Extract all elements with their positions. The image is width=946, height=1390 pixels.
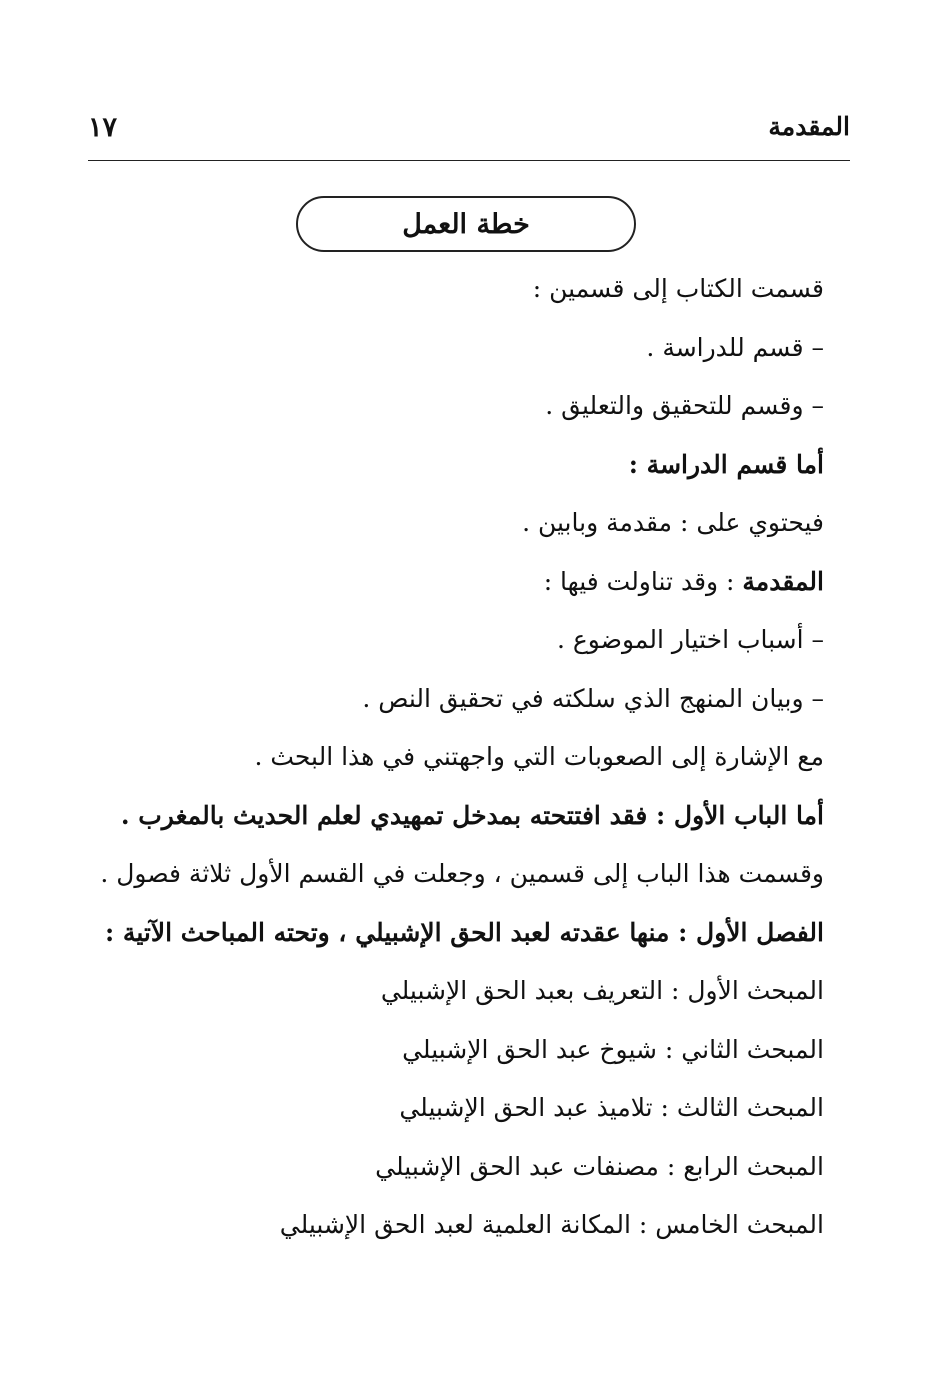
lead-term: المقدمة <box>742 566 824 596</box>
lead-text: : وقد تناولت فيها : <box>543 566 743 596</box>
running-title: المقدمة <box>768 112 850 141</box>
list-item: – أسباب اختيار الموضوع . <box>557 625 824 654</box>
subheading: أما قسم الدراسة : <box>628 449 824 479</box>
bold-paragraph-line: أما الباب الأول : فقد افتتحته بمدخل تمهيدي لعلم الحديث بالمغرب . <box>120 800 824 830</box>
page-number: ١٧ <box>88 112 118 143</box>
list-item: – وقسم للتحقيق والتعليق . <box>545 391 824 420</box>
list-item: – وبيان المنهج الذي سلكته في تحقيق النص . <box>362 683 824 713</box>
header-divider <box>88 160 850 161</box>
topic-line: المبحث الثاني : شيوخ عبد الحق الإشبيلي <box>402 1034 824 1064</box>
paragraph-line: مع الإشارة إلى الصعوبات التي واجهتني في هذا البحث . <box>254 742 824 771</box>
topic-line: المبحث الرابع : مصنفات عبد الحق الإشبيلي <box>375 1151 824 1181</box>
bold-paragraph-line: الفصل الأول : منها عقدته لعبد الحق الإشبيلي ، وتحته المباحث الآتية : <box>104 917 824 947</box>
section-title: خطة العمل <box>402 208 530 240</box>
topic-line: المبحث الأول : التعريف بعبد الحق الإشبيلي <box>380 976 824 1005</box>
paragraph-line: وقسمت هذا الباب إلى قسمين ، وجعلت في القسم الأول ثلاثة فصول . <box>100 859 824 888</box>
paragraph-line: قسمت الكتاب إلى قسمين : <box>532 274 824 303</box>
section-title-box <box>296 196 636 252</box>
body-text <box>88 260 824 1255</box>
topic-line: المبحث الخامس : المكانة العلمية لعبد الحق الإشبيلي <box>279 1210 824 1239</box>
list-item: – قسم للدراسة . <box>646 332 824 362</box>
paragraph-line: فيحتوي على : مقدمة وبابين . <box>522 508 824 537</box>
topic-line: المبحث الثالث : تلاميذ عبد الحق الإشبيلي <box>399 1093 824 1122</box>
page-header <box>88 108 850 154</box>
paragraph-line <box>88 553 824 612</box>
